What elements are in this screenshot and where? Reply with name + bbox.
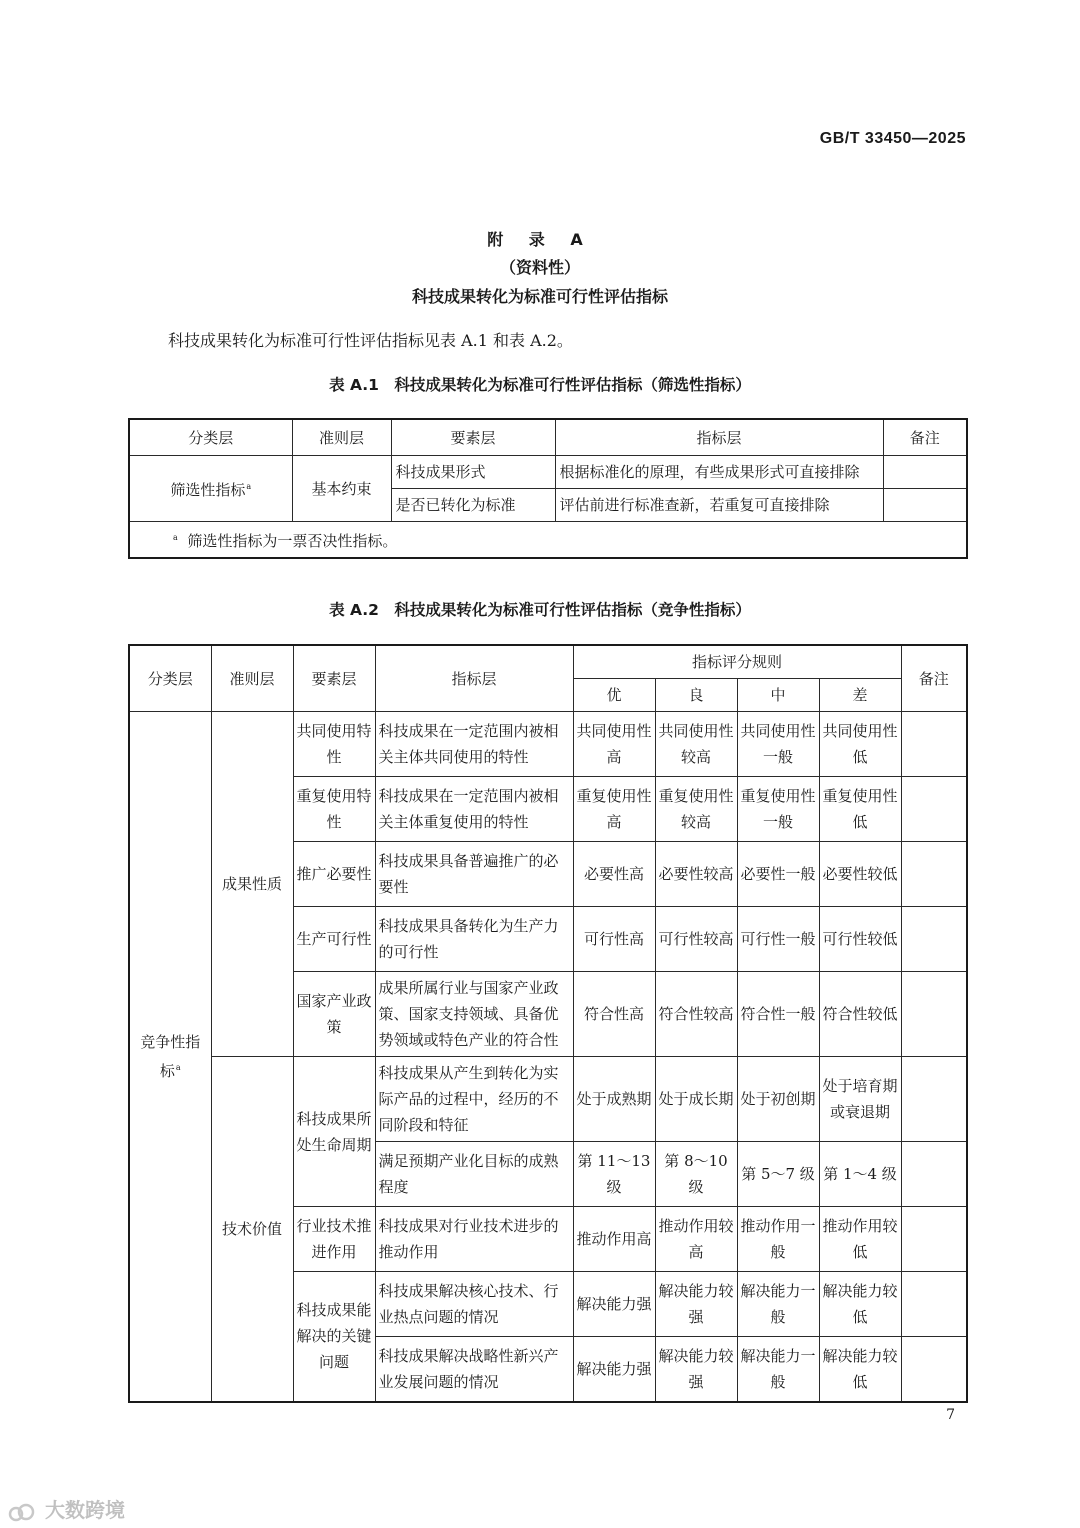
score-fair: 重复使用性一般 xyxy=(737,777,819,842)
element-cell: 推广必要性 xyxy=(293,842,375,907)
footnote-text: 筛选性指标为一票否决性指标。 xyxy=(187,532,398,550)
score-good: 解决能力较强 xyxy=(655,1272,737,1337)
score-excellent: 推动作用高 xyxy=(573,1207,655,1272)
score-good: 符合性较高 xyxy=(655,972,737,1057)
score-poor: 解决能力较低 xyxy=(819,1272,901,1337)
header-cell: 指标层 xyxy=(555,419,883,456)
note-cell xyxy=(901,1057,967,1142)
header-cell: 要素层 xyxy=(293,645,375,712)
score-excellent: 必要性高 xyxy=(573,842,655,907)
score-fair: 推动作用一般 xyxy=(737,1207,819,1272)
score-excellent: 处于成熟期 xyxy=(573,1057,655,1142)
score-excellent: 符合性高 xyxy=(573,972,655,1057)
footnote-mark: a xyxy=(173,533,178,542)
score-excellent: 第 11～13 级 xyxy=(573,1142,655,1207)
header-cell: 指标评分规则 xyxy=(573,645,901,679)
score-fair: 处于初创期 xyxy=(737,1057,819,1142)
header-cell: 准则层 xyxy=(211,645,293,712)
header-cell: 要素层 xyxy=(391,419,555,456)
indicator-cell: 科技成果具备普遍推广的必要性 xyxy=(375,842,573,907)
table-a1 xyxy=(128,418,968,559)
table-a1-caption: 表 A.1 科技成果转化为标准可行性评估指标（筛选性指标） xyxy=(329,376,751,394)
footnote-mark: a xyxy=(175,1062,181,1072)
score-poor: 处于培育期或衰退期 xyxy=(819,1057,901,1142)
element-cell: 重复使用特性 xyxy=(293,777,375,842)
header-cell: 准则层 xyxy=(292,419,391,456)
score-poor: 共同使用性低 xyxy=(819,712,901,777)
score-excellent: 解决能力强 xyxy=(573,1272,655,1337)
watermark xyxy=(8,1494,125,1523)
indicator-cell: 科技成果在一定范围内被相关主体重复使用的特性 xyxy=(375,777,573,842)
score-good: 共同使用性较高 xyxy=(655,712,737,777)
score-poor: 重复使用性低 xyxy=(819,777,901,842)
table-a2-caption: 表 A.2 科技成果转化为标准可行性评估指标（竞争性指标） xyxy=(329,601,751,619)
score-excellent: 共同使用性高 xyxy=(573,712,655,777)
criterion-cell: 基本约束 xyxy=(292,456,391,522)
indicator-cell: 评估前进行标准查新，若重复可直接排除 xyxy=(555,489,883,522)
indicator-cell: 科技成果对行业技术进步的推动作用 xyxy=(375,1207,573,1272)
score-excellent: 重复使用性高 xyxy=(573,777,655,842)
note-cell xyxy=(901,972,967,1057)
element-cell: 行业技术推进作用 xyxy=(293,1207,375,1272)
indicator-cell: 成果所属行业与国家产业政策、国家支持领域、具备优势领域或特色产业的符合性 xyxy=(375,972,573,1057)
element-cell: 科技成果所处生命周期 xyxy=(293,1057,375,1207)
note-cell xyxy=(901,907,967,972)
score-fair: 第 5～7 级 xyxy=(737,1142,819,1207)
element-cell: 是否已转化为标准 xyxy=(391,489,555,522)
score-fair: 共同使用性一般 xyxy=(737,712,819,777)
element-cell: 生产可行性 xyxy=(293,907,375,972)
score-fair: 解决能力一般 xyxy=(737,1337,819,1402)
footnote-mark: a xyxy=(246,482,252,491)
category-cell xyxy=(129,456,292,522)
intro-paragraph: 科技成果转化为标准可行性评估指标见表 A.1 和表 A.2。 xyxy=(168,331,573,350)
score-fair: 可行性一般 xyxy=(737,907,819,972)
score-excellent: 可行性高 xyxy=(573,907,655,972)
note-cell xyxy=(901,1207,967,1272)
annex-type: （资料性） xyxy=(499,258,580,277)
score-fair: 解决能力一般 xyxy=(737,1272,819,1337)
indicator-cell: 科技成果解决核心技术、行业热点问题的情况 xyxy=(375,1272,573,1337)
element-cell: 科技成果形式 xyxy=(391,456,555,489)
score-fair: 符合性一般 xyxy=(737,972,819,1057)
note-cell xyxy=(901,1272,967,1337)
criterion-cell: 成果性质 xyxy=(211,712,293,1057)
annex-name: 科技成果转化为标准可行性评估指标 xyxy=(411,287,668,306)
header-cell: 中 xyxy=(737,679,819,712)
category-cell xyxy=(129,712,211,1402)
table-a2 xyxy=(128,644,968,1403)
score-good: 重复使用性较高 xyxy=(655,777,737,842)
indicator-cell: 科技成果具备转化为生产力的可行性 xyxy=(375,907,573,972)
note-cell xyxy=(901,712,967,777)
note-cell xyxy=(883,489,967,522)
indicator-cell: 满足预期产业化目标的成熟程度 xyxy=(375,1142,573,1207)
indicator-cell: 科技成果从产生到转化为实际产品的过程中，经历的不同阶段和特征 xyxy=(375,1057,573,1142)
note-cell xyxy=(901,842,967,907)
score-poor: 第 1～4 级 xyxy=(819,1142,901,1207)
page-number: 7 xyxy=(946,1407,955,1423)
score-poor: 符合性较低 xyxy=(819,972,901,1057)
score-good: 可行性较高 xyxy=(655,907,737,972)
header-cell: 优 xyxy=(573,679,655,712)
note-cell xyxy=(901,1337,967,1402)
element-cell: 科技成果能解决的关键问题 xyxy=(293,1272,375,1402)
indicator-cell: 根据标准化的原理，有些成果形式可直接排除 xyxy=(555,456,883,489)
score-poor: 解决能力较低 xyxy=(819,1337,901,1402)
score-good: 第 8～10 级 xyxy=(655,1142,737,1207)
score-poor: 可行性较低 xyxy=(819,907,901,972)
note-cell xyxy=(901,1142,967,1207)
header-cell: 备注 xyxy=(883,419,967,456)
header-cell: 分类层 xyxy=(129,645,211,712)
score-good: 处于成长期 xyxy=(655,1057,737,1142)
score-good: 解决能力较强 xyxy=(655,1337,737,1402)
header-cell: 分类层 xyxy=(129,419,292,456)
annex-title: 附 录 A xyxy=(487,230,593,249)
criterion-cell: 技术价值 xyxy=(211,1057,293,1402)
indicator-cell: 科技成果解决战略性新兴产业发展问题的情况 xyxy=(375,1337,573,1402)
element-cell: 国家产业政策 xyxy=(293,972,375,1057)
score-poor: 推动作用较低 xyxy=(819,1207,901,1272)
standard-code: GB/T 33450—2025 xyxy=(819,130,966,147)
watermark-text: 大数跨境 xyxy=(44,1498,125,1522)
header-cell: 差 xyxy=(819,679,901,712)
score-good: 推动作用较高 xyxy=(655,1207,737,1272)
category-text: 筛选性指标 xyxy=(170,481,246,499)
score-good: 必要性较高 xyxy=(655,842,737,907)
note-cell xyxy=(901,777,967,842)
header-cell: 指标层 xyxy=(375,645,573,712)
indicator-cell: 科技成果在一定范围内被相关主体共同使用的特性 xyxy=(375,712,573,777)
category-text: 竞争性指标 xyxy=(140,1032,201,1080)
score-poor: 必要性较低 xyxy=(819,842,901,907)
table-footnote xyxy=(129,522,967,559)
note-cell xyxy=(883,456,967,489)
watermark-logo-icon xyxy=(8,1501,38,1523)
header-cell: 良 xyxy=(655,679,737,712)
score-excellent: 解决能力强 xyxy=(573,1337,655,1402)
header-cell: 备注 xyxy=(901,645,967,712)
score-fair: 必要性一般 xyxy=(737,842,819,907)
element-cell: 共同使用特性 xyxy=(293,712,375,777)
